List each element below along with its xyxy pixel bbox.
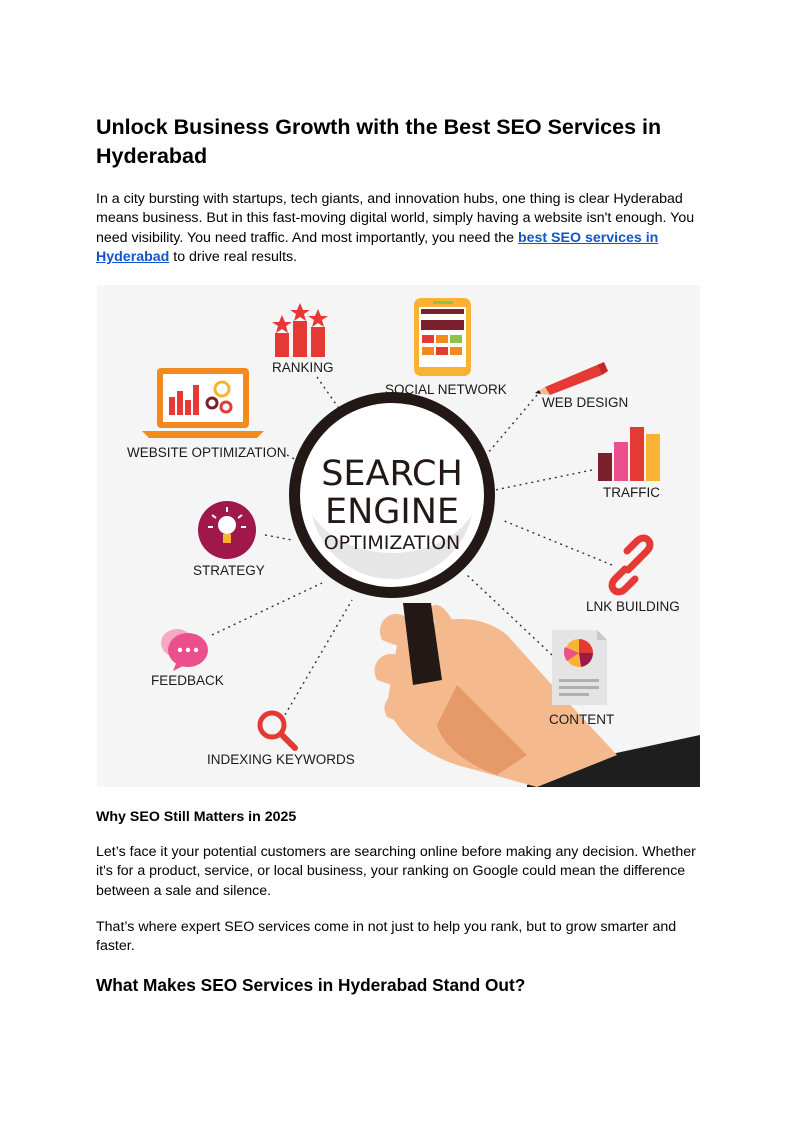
section-heading-stand-out: What Makes SEO Services in Hyderabad Stand Out? xyxy=(96,975,526,995)
chat-bubble-icon xyxy=(161,629,208,671)
page-title: Unlock Business Growth with the Best SEO Services in Hyderabad xyxy=(96,115,662,168)
intro-paragraph xyxy=(96,190,706,268)
intro-text-before: In a city bursting with startups, tech giants, and innovation hubs, one thing is clear Hyderabad means business. But in this fast-moving digital world, simply having a website isn't enough. You need visibility. You need traffic. And most importantly, you need the xyxy=(96,191,695,246)
pencil-icon xyxy=(535,362,608,395)
label-traffic: TRAFFIC xyxy=(603,485,660,500)
document-icon xyxy=(552,630,607,705)
label-content: CONTENT xyxy=(549,712,615,727)
seo-line-3: OPTIMIZATION xyxy=(323,532,461,554)
search-icon xyxy=(260,713,295,748)
label-social-network: SOCIAL NETWORK xyxy=(385,382,507,397)
intro-text-after: to drive real results. xyxy=(169,249,298,266)
section-heading-why-seo: Why SEO Still Matters in 2025 xyxy=(96,809,297,825)
seo-services-link[interactable]: best SEO services in Hyderabad xyxy=(96,229,659,266)
traffic-chart-icon xyxy=(598,427,660,481)
seo-line-2: ENGINE xyxy=(324,492,460,532)
paragraph-customers: Let’s face it your potential customers are searching online before making any decision. Whether it's for a product, service, or local business, your ranking on Google could mean the difference between a sale and silence. xyxy=(96,844,696,899)
laptop-icon xyxy=(142,368,264,438)
label-indexing-keywords: INDEXING KEYWORDS xyxy=(207,752,355,767)
paragraph-expert-seo: That’s where expert SEO services come in not just to help you rank, but to grow smarter and faster. xyxy=(96,919,677,955)
label-website-optimization: WEBSITE OPTIMIZATION xyxy=(127,445,287,460)
label-link-building: LNK BUILDING xyxy=(586,599,680,614)
label-ranking: RANKING xyxy=(272,360,334,375)
ranking-icon xyxy=(272,303,328,357)
lightbulb-icon xyxy=(198,501,256,559)
link-icon xyxy=(612,538,650,592)
phone-icon xyxy=(414,298,471,376)
seo-illustration xyxy=(97,285,700,787)
seo-line-1: SEARCH xyxy=(321,454,463,494)
label-feedback: FEEDBACK xyxy=(151,673,224,688)
label-strategy: STRATEGY xyxy=(193,563,265,578)
label-web-design: WEB DESIGN xyxy=(542,395,629,410)
